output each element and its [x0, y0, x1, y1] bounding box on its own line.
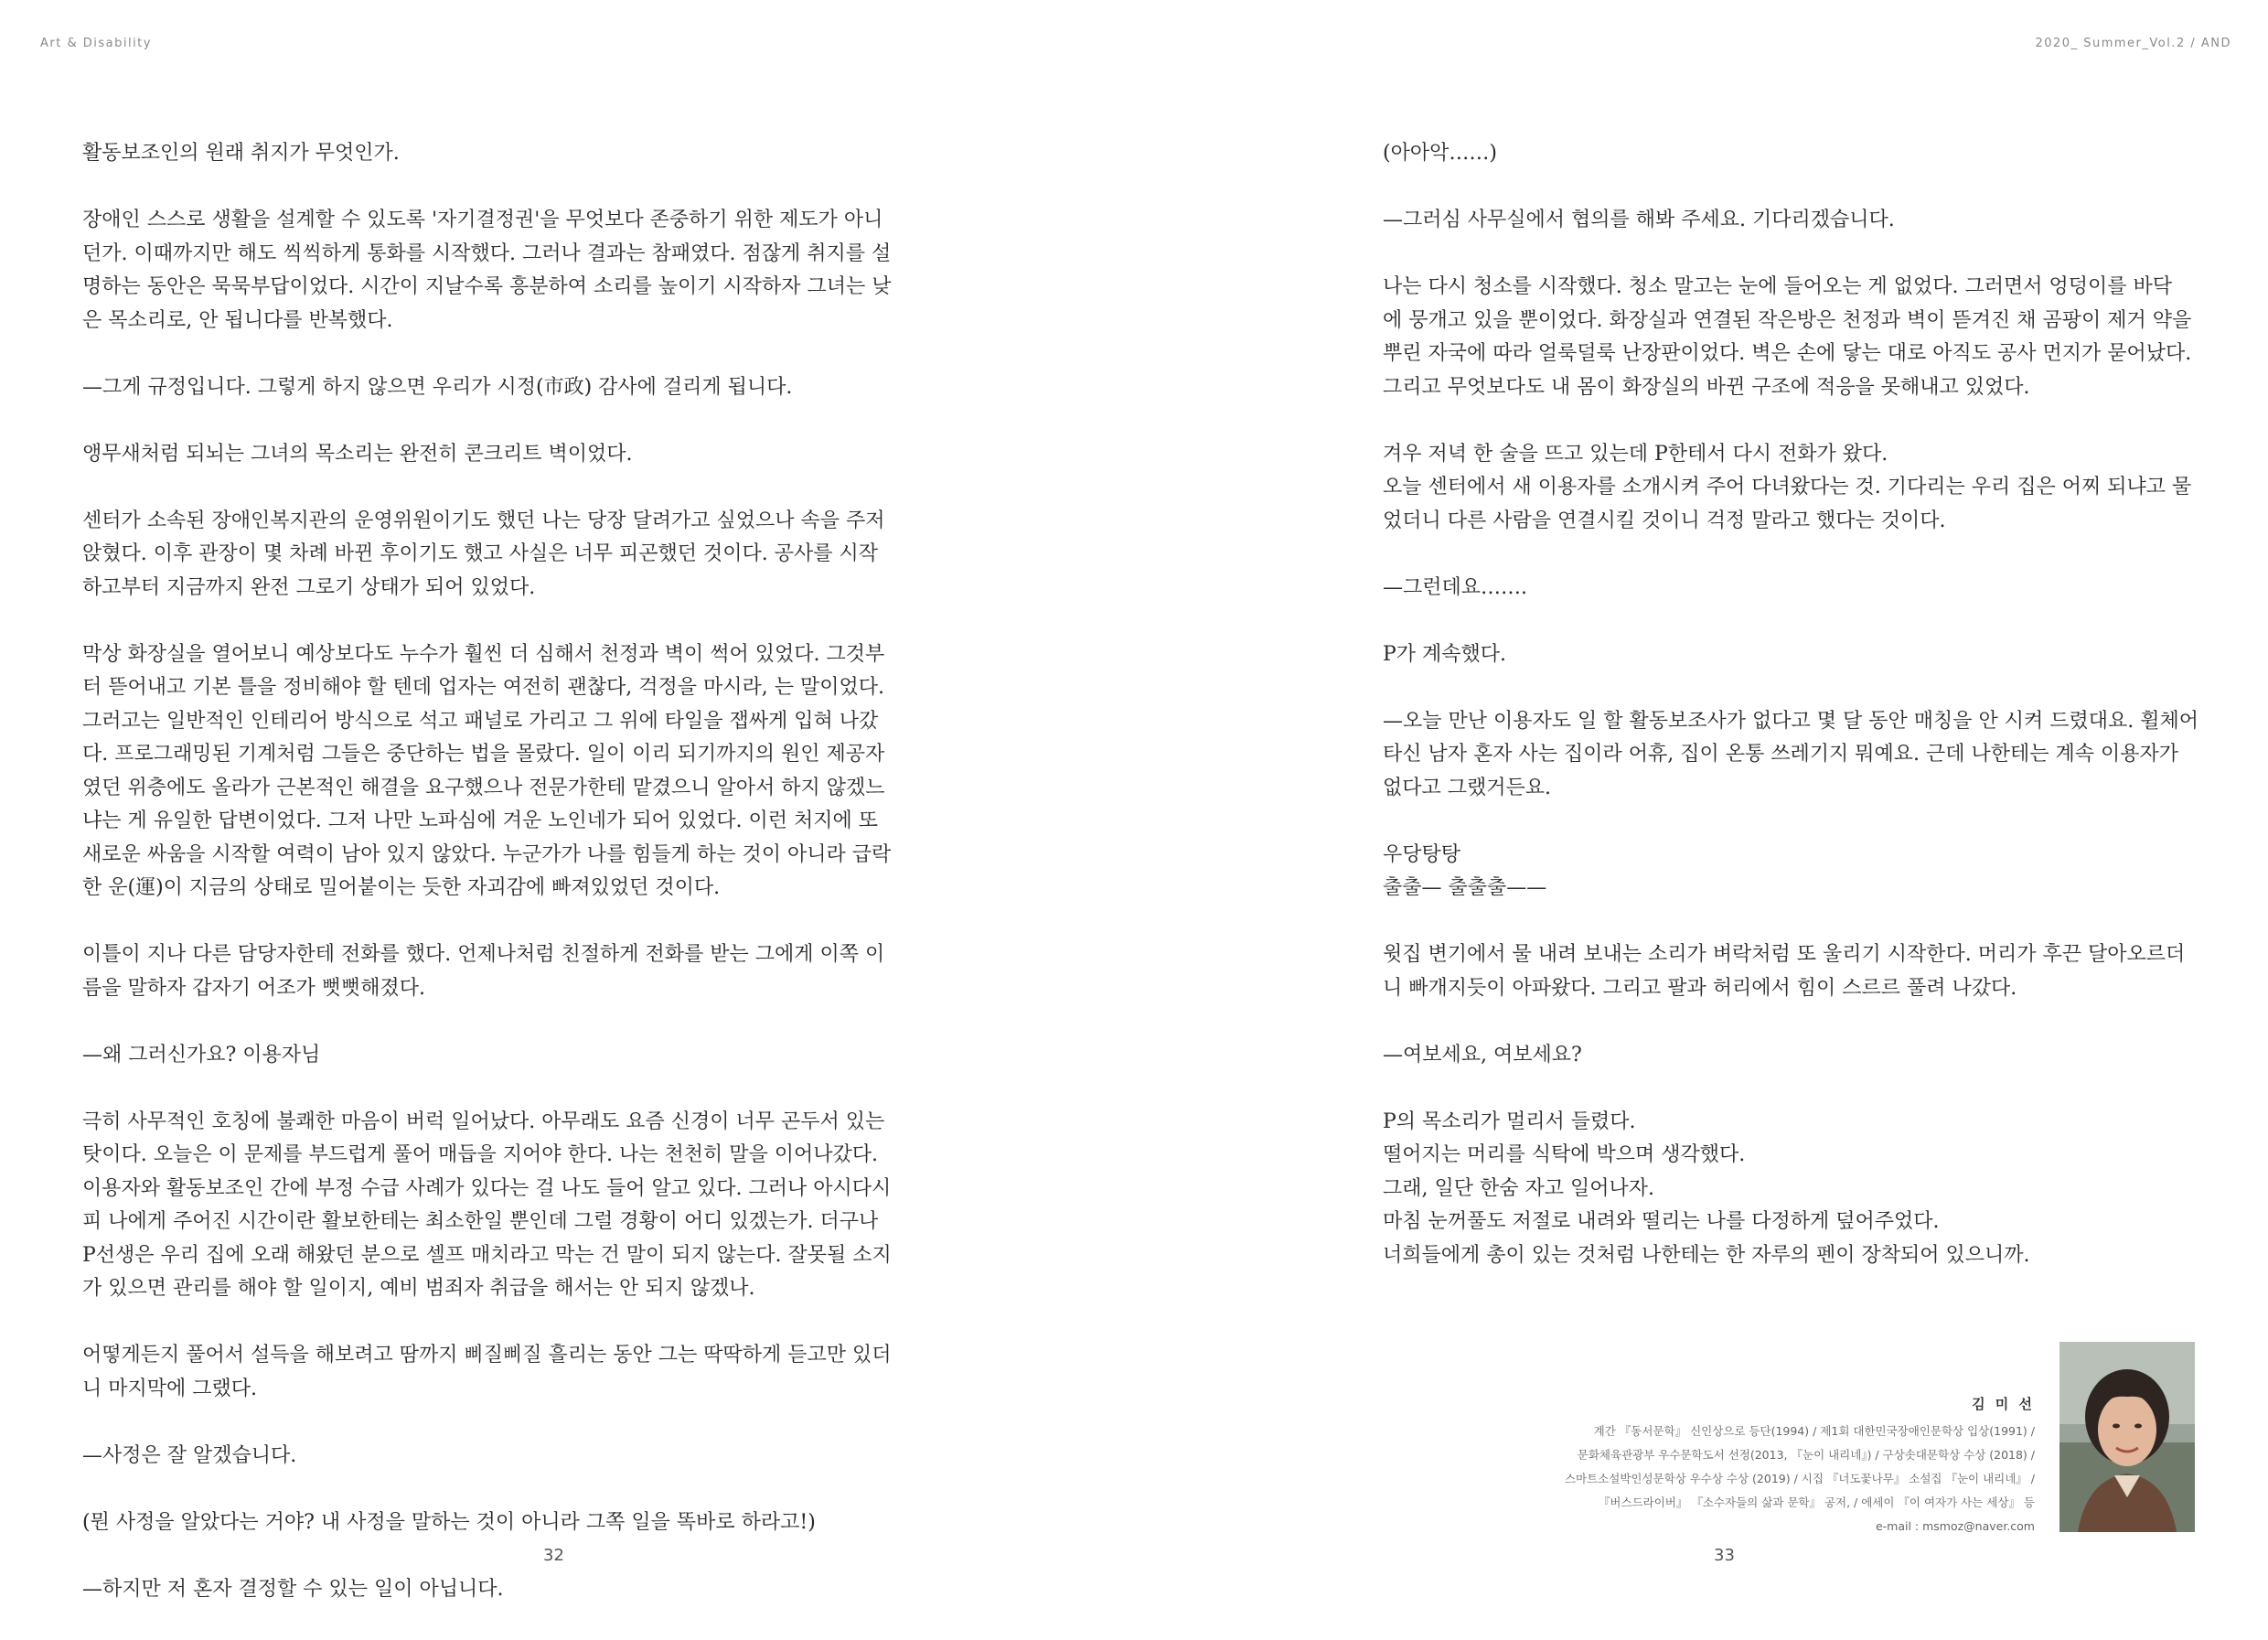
- text-line: 앉혔다. 이후 관장이 몇 차례 바뀐 후이기도 했고 사실은 너무 피곤했던 것이다. 공사를 시작: [82, 542, 878, 565]
- text-line: 하고부터 지금까지 완전 그로기 상태가 되어 있었다.: [82, 575, 536, 599]
- text-line: 활동보조인의 원래 취지가 무엇인가.: [82, 142, 400, 165]
- text-line: 다. 프로그래밍된 기계처럼 그들은 중단하는 법을 몰랐다. 일이 이리 되기까지의 원인 제공자: [82, 743, 885, 766]
- text-line: 그리고 무엇보다도 내 몸이 화장실의 바뀐 구조에 적응을 못해내고 있었다.: [1383, 375, 2030, 399]
- text-line: 탓이다. 오늘은 이 문제를 부드럽게 풀어 매듭을 지어야 한다. 나는 천천히 말을 이어나갔다.: [82, 1143, 878, 1166]
- text-line: P의 목소리가 멀리서 들렸다.: [1383, 1109, 1636, 1133]
- text-line: 새로운 싸움을 시작할 여력이 남아 있지 않았다. 누군가가 나를 힘들게 하는 것이 아니라 급락: [82, 842, 892, 866]
- text-line: 겨우 저녁 한 술을 뜨고 있는데 P한테서 다시 전화가 왔다.: [1383, 442, 1888, 466]
- author-bio: [1482, 1392, 2035, 1538]
- text-line: P선생은 우리 집에 오래 해왔던 분으로 셀프 매치라고 막는 건 말이 되지 않는다. 잘못될 소지: [82, 1243, 892, 1267]
- paragraph: [1383, 705, 2206, 806]
- paragraph: [82, 1573, 905, 1607]
- paragraph: [82, 1440, 905, 1474]
- text-line: —그런데요…….: [1383, 575, 1528, 599]
- text-line: 오늘 센터에서 새 이용자를 소개시켜 주어 다녀왔다는 것. 기다리는 우리 집은 어찌 되냐고 물: [1383, 476, 2192, 498]
- text-line: 우당탕탕: [1383, 842, 1461, 866]
- paragraph: [82, 505, 905, 606]
- author-bio-line: 스마트소설박인성문학상 우수상 수상 (2019) / 시집 『너도꽃나무』 소설집 『눈이 내리네』 /: [1564, 1472, 2035, 1485]
- text-line: 냐는 게 유일한 답변이었다. 그저 나만 노파심에 겨운 노인네가 되어 있었다. 이런 처지에 또: [82, 809, 878, 832]
- left-page-body: [82, 137, 905, 1640]
- right-page-body: [1383, 137, 2206, 1306]
- paragraph: [82, 1039, 905, 1073]
- text-line: P가 계속했다.: [1383, 642, 1507, 666]
- text-line: 가 있으면 관리를 해야 할 일이지, 예비 범죄자 취급을 해서는 안 되지 않겠나.: [82, 1277, 755, 1300]
- text-line: 그래, 일단 한숨 자고 일어나자.: [1383, 1176, 1654, 1200]
- text-line: 없다고 그랬거든요.: [1383, 776, 1552, 799]
- paragraph: [1383, 438, 2206, 539]
- paragraph: [82, 1506, 905, 1540]
- paragraph: [1383, 938, 2206, 1005]
- paragraph: [1383, 204, 2206, 238]
- text-line: 윗집 변기에서 물 내려 보내는 소리가 벼락처럼 또 울리기 시작한다. 머리가 후끈 달아오르더: [1383, 943, 2186, 966]
- text-line: 나는 다시 청소를 시작했다. 청소 말고는 눈에 들어오는 게 없었다. 그러면서 엉덩이를 바닥: [1383, 275, 2172, 298]
- text-line: 에 뭉개고 있을 뿐이었다. 화장실과 연결된 작은방은 천정과 벽이 뜯겨진 채 곰팡이 제거 약을: [1383, 308, 2192, 332]
- text-line: 떨어지는 머리를 식탁에 박으며 생각했다.: [1383, 1143, 1746, 1166]
- text-line: —하지만 저 혼자 결정할 수 있는 일이 아닙니다.: [82, 1577, 504, 1601]
- text-line: 명하는 동안은 묵묵부답이었다. 시간이 지날수록 흥분하여 소리를 높이기 시작하자 그녀는 낮: [82, 275, 892, 298]
- paragraph: [1383, 271, 2206, 404]
- text-line: 피 나에게 주어진 시간이란 활보한테는 최소한일 뿐인데 그럴 경황이 어디 있겠는가. 더구나: [82, 1210, 879, 1233]
- text-line: 터 뜯어내고 기본 틀을 정비해야 할 텐데 업자는 여전히 괜찮다, 걱정을 마시라, 는 말이었다.: [82, 676, 884, 699]
- author-bio-line: 문화체육관광부 우수문학도서 선정(2013, 『눈이 내리네』) / 구상솟대문학상 수상 (2018) /: [1577, 1448, 2035, 1462]
- issue-header: 2020_ Summer_Vol.2 / AND: [2035, 37, 2231, 50]
- text-line: 타신 남자 혼자 사는 집이라 어휴, 집이 온통 쓰레기지 뭐예요. 근데 나한테는 계속 이용자가: [1383, 743, 2178, 766]
- text-line: 센터가 소속된 장애인복지관의 운영위원이기도 했던 나는 당장 달려가고 싶었으나 속을 주저: [82, 509, 885, 532]
- text-line: 극히 사무적인 호칭에 불쾌한 마음이 버럭 일어났다. 아무래도 요즘 신경이 너무 곤두서 있는: [82, 1109, 885, 1133]
- paragraph: [1383, 839, 2206, 906]
- text-line: 이용자와 활동보조인 간에 부정 수급 사례가 있다는 걸 나도 들어 알고 있다. 그러나 아시다시: [82, 1176, 892, 1200]
- text-line: —그게 규정입니다. 그렇게 하지 않으면 우리가 시정(市政) 감사에 걸리게 됩니다.: [82, 375, 793, 399]
- paragraph: [1383, 638, 2206, 672]
- paragraph: [82, 638, 905, 906]
- text-line: 마침 눈꺼풀도 저절로 내려와 떨리는 나를 다정하게 덮어주었다.: [1383, 1210, 1940, 1233]
- author-portrait-icon: [2059, 1342, 2195, 1532]
- text-line: —그러심 사무실에서 협의를 해봐 주세요. 기다리겠습니다.: [1383, 209, 1895, 231]
- author-bio-line: 『버스드라이버』 『소수자들의 삶과 문학』 공저, / 에세이 『이 여자가 사는 세상』 등: [1598, 1495, 2035, 1509]
- paragraph: [82, 438, 905, 472]
- text-line: 너희들에게 총이 있는 것처럼 나한테는 한 자루의 펜이 장착되어 있으니까.: [1383, 1243, 2030, 1267]
- paragraph: [82, 137, 905, 171]
- paragraph: [82, 1106, 905, 1306]
- paragraph: [1383, 1039, 2206, 1073]
- text-line: 은 목소리로, 안 됩니다를 반복했다.: [82, 308, 393, 332]
- text-line: 앵무새처럼 되뇌는 그녀의 목소리는 완전히 콘크리트 벽이었다.: [82, 442, 633, 466]
- paragraph: [82, 1339, 905, 1406]
- text-line: 뿌린 자국에 따라 얼룩덜룩 난장판이었다. 벽은 손에 닿는 대로 아직도 공사 먼지가 묻어났다.: [1383, 342, 2192, 365]
- page-number-left: 32: [543, 1546, 564, 1565]
- paragraph: [82, 204, 905, 338]
- text-line: 었더니 다른 사람을 연결시킬 것이니 걱정 말라고 했다는 것이다.: [1383, 509, 1946, 532]
- text-line: 장애인 스스로 생활을 설계할 수 있도록 '자기결정권'을 무엇보다 존중하기 위한 제도가 아니: [82, 209, 883, 231]
- paragraph: [82, 371, 905, 405]
- text-line: —사정은 잘 알겠습니다.: [82, 1443, 297, 1467]
- text-line: (아아악……): [1383, 142, 1497, 165]
- paragraph: [1383, 572, 2206, 606]
- text-line: 출출— 출출출——: [1383, 876, 1547, 899]
- text-line: 니 마지막에 그랬다.: [82, 1377, 257, 1400]
- text-line: 한 운(運)이 지금의 상태로 밀어붙이는 듯한 자괴감에 빠져있었던 것이다.: [82, 876, 721, 899]
- text-line: 던가. 이때까지만 해도 씩씩하게 통화를 시작했다. 그러나 결과는 참패였다. 점잖게 취지를 설: [82, 241, 892, 265]
- author-email: e-mail : msmoz@naver.com: [1875, 1519, 2035, 1533]
- text-line: 였던 위층에도 올라가 근본적인 해결을 요구했으나 전문가한테 맡겼으니 알아서 하지 않겠느: [82, 776, 885, 799]
- text-line: —왜 그러신가요? 이용자님: [82, 1043, 321, 1067]
- author-name: 김 미 선: [1972, 1396, 2035, 1412]
- paragraph: [1383, 137, 2206, 171]
- text-line: 이틀이 지나 다른 담당자한테 전화를 했다. 언제나처럼 친절하게 전화를 받는 그에게 이쪽 이: [82, 943, 885, 966]
- page-number-right: 33: [1714, 1546, 1735, 1565]
- author-portrait-photo: [2059, 1342, 2195, 1532]
- magazine-section-header: Art & Disability: [40, 37, 152, 50]
- text-line: —여보세요, 여보세요?: [1383, 1043, 1582, 1067]
- text-line: 름을 말하자 갑자기 어조가 뻣뻣해졌다.: [82, 976, 425, 1000]
- paragraph: [82, 938, 905, 1005]
- text-line: (뭔 사정을 알았다는 거야? 내 사정을 말하는 것이 아니라 그쪽 일을 똑바로 하라고!): [82, 1510, 816, 1534]
- text-line: —오늘 만난 이용자도 일 할 활동보조사가 없다고 몇 달 동안 매칭을 안 시켜 드렸대요. 휠체어: [1383, 709, 2198, 733]
- text-line: 니 빠개지듯이 아파왔다. 그리고 팔과 허리에서 힘이 스르르 풀려 나갔다.: [1383, 976, 2017, 1000]
- text-line: 그러고는 일반적인 인테리어 방식으로 석고 패널로 가리고 그 위에 타일을 잽싸게 입혀 나갔: [82, 709, 879, 733]
- author-bio-line: 계간 『동서문학』 신인상으로 등단(1994) / 제1회 대한민국장애인문학상 입상(1991) /: [1593, 1424, 2035, 1438]
- text-line: 막상 화장실을 열어보니 예상보다도 누수가 훨씬 더 심해서 천정과 벽이 썩어 있었다. 그것부: [82, 642, 885, 666]
- text-line: 어떻게든지 풀어서 설득을 해보려고 땀까지 삐질삐질 흘리는 동안 그는 딱딱하게 듣고만 있더: [82, 1344, 892, 1367]
- paragraph: [1383, 1106, 2206, 1273]
